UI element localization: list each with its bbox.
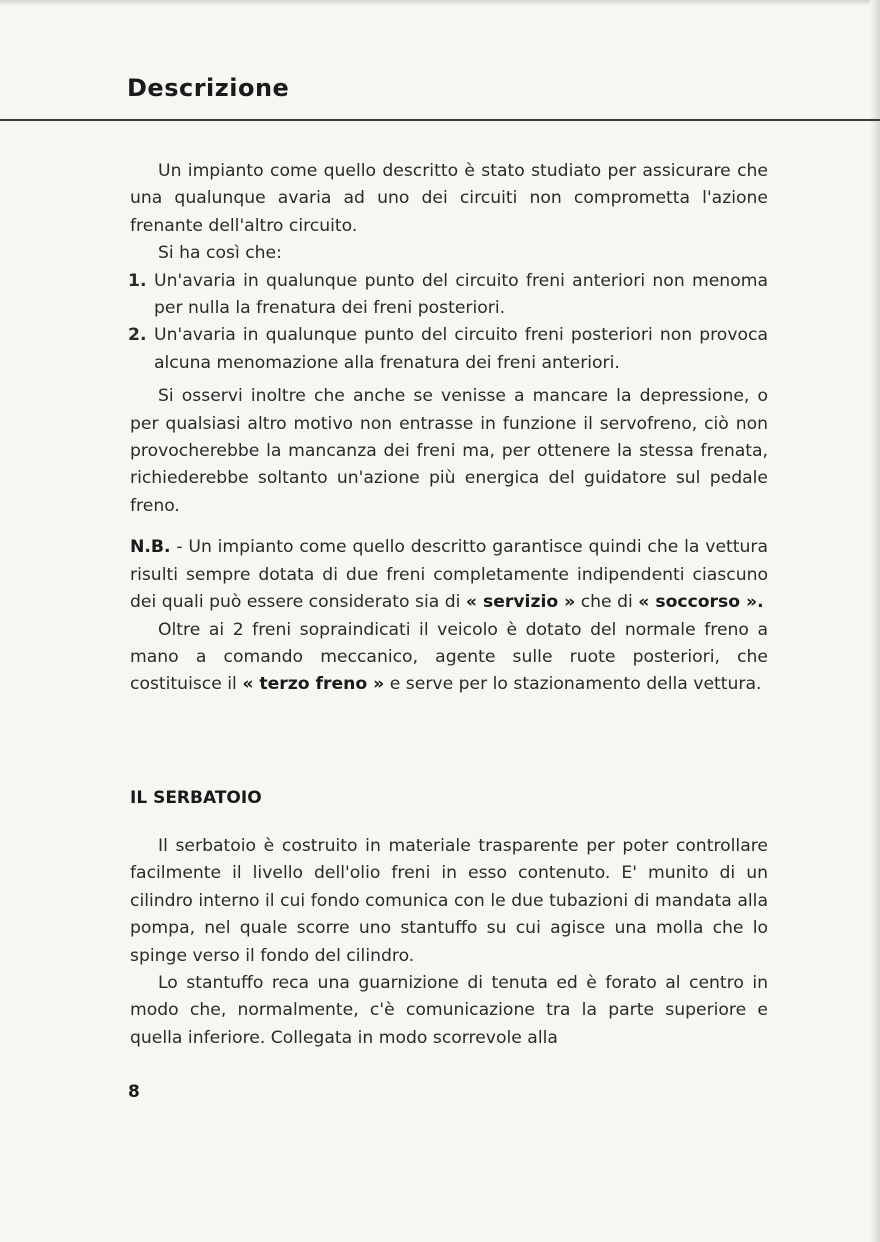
title-rule [0,119,880,121]
list-item [130,322,768,377]
list-item-text: Un'avaria in qualunque punto del circuito freni anteriori non menoma per nulla la frenatura dei freni posteriori. [154,270,768,319]
note-paragraph: N.B. - Un impianto come quello descritto garantisce quindi che la vettura risulti sempre dotata di due freni completamente indipendenti ciascuno dei quali può essere considerato sia di « servizio » che di « soccorso ». [130,537,768,613]
term-emergency: « soccorso ». [638,592,764,613]
term-third-brake: « terzo freno » [242,674,385,695]
piston-paragraph: Lo stantuffo reca una guarnizione di tenuta ed è forato al centro in modo che, normalmente, c'è comunicazione tra la parte superiore e quella inferiore. Collegata in modo scorrevole alla [130,973,768,1048]
tank-paragraph: Il serbatoio è costruito in materiale trasparente per poter controllare facilmente il livello dell'olio freni in esso contenuto. E' munito di un cilindro interno il cui fondo comunica con le due tubazioni di mandata alla pompa, nel quale scorre uno stantuffo su cui agisce una molla che lo spinge verso il fondo del cilindro. [130,836,768,966]
section-description [130,158,768,699]
observation-paragraph: Si osservi inoltre che anche se venisse a mancare la depressione, o per qualsiasi altro motivo non entrasse in funzione il servofreno, ciò non provocherebbe la mancanza dei freni ma, per ottenere la stessa frenata, richiederebbe soltanto un'azione più energica del guidatore sul pedale freno. [130,386,768,516]
note-label: N.B. [130,537,171,558]
term-service: « servizio » [465,592,576,613]
list-item [130,268,768,323]
lead-paragraph: Si ha così che: [158,243,282,264]
section-tank [130,833,768,1052]
page-title: Descrizione [127,74,290,102]
handbrake-paragraph: Oltre ai 2 freni sopraindicati il veicolo è dotato del normale freno a mano a comando meccanico, agente sulle ruote posteriori, che costituisce il « terzo freno » e serve per lo stazionamento della vettura. [130,619,768,695]
intro-paragraph: Un impianto come quello descritto è stato studiato per assicurare che una qualunque avaria ad uno dei circuiti non comprometta l'azione frenante dell'altro circuito. [130,161,768,236]
page-edge-shadow [870,0,880,1242]
list-item-text: Un'avaria in qualunque punto del circuito freni posteriori non provoca alcuna menomazione alla frenatura dei freni anteriori. [154,325,768,373]
page-edge [0,0,880,6]
section-heading: IL SERBATOIO [130,788,262,808]
page-number: 8 [128,1082,140,1102]
list-item-number: 2. [128,325,147,346]
list-item-number: 1. [128,270,147,291]
